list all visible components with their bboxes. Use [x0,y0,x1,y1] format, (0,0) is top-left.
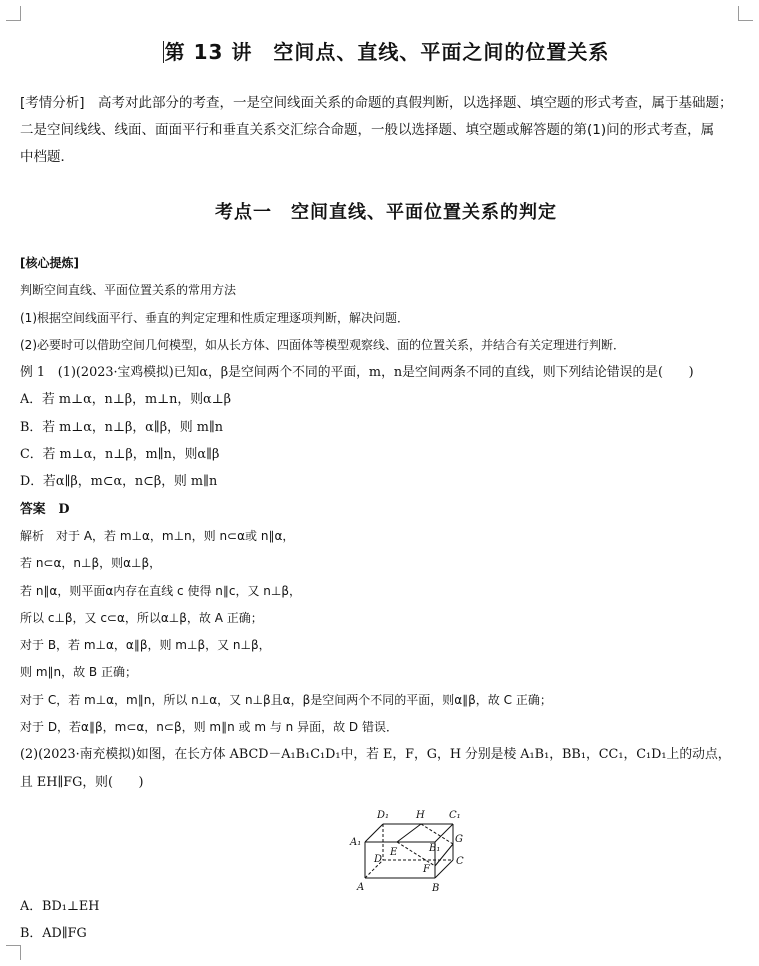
core-method-1: (1)根据空间线面平行、垂直的判定定理和性质定理逐项判断，解决问题． [20,310,410,325]
label-a1: A₁ [350,837,362,848]
core-method-2: (2)必要时可以借助空间几何模型，如从长方体、四面体等模型观察线、面的位置关系，并结合有关定理进行判断． [20,337,626,352]
core-intro: 判断空间直线、平面位置关系的常用方法 [20,283,237,298]
solution-line: 对于 B，若 m⊥α，α∥β，则 m⊥β，又 n⊥β， [20,638,271,653]
solution-line: 所以 c⊥β，又 c⊂α，所以α⊥β，故 A 正确； [20,610,263,625]
segment-hg-hidden [421,824,453,844]
label-c: C [456,856,464,867]
option-b: B．AD∥FG [20,926,87,942]
answer-line: 答案 D [20,501,70,517]
problem-2-options [20,893,755,948]
section-title: 考点一 空间直线、平面位置关系的判定 [215,202,557,223]
solution-line: 若 n∥α，则平面α内存在直线 c 使得 n∥c，又 n⊥β， [20,583,302,598]
option-b: B．若 m⊥α，n⊥β，α∥β，则 m∥n [20,419,224,435]
label-g: G [455,834,463,845]
solution-line: 解析 对于 A，若 m⊥α，m⊥n，则 n⊂α或 n∥α， [20,528,295,543]
analysis-line: 中档题． [20,149,74,165]
core-heading: [核心提炼] [20,256,79,270]
label-b: B [432,883,440,894]
corner-mark-top-left [6,6,21,21]
option-d: D．若α∥β，m⊂α，n⊂β，则 m∥n [20,474,218,490]
option-a: A．若 m⊥α，n⊥β，m⊥n，则α⊥β [20,392,232,408]
solution-line: 对于 C，若 m⊥α，m∥n，所以 n⊥α，又 n⊥β且α，β是空间两个不同的平面，则α∥β，故 C 正确； [20,692,552,707]
problem-2-stem: (2)(2023·南充模拟)如图，在长方体 ABCD－A₁B₁C₁D₁中，若 E，F，G，H 分别是棱 A₁B₁，BB₁，CC₁，C₁D₁上的动点， [20,747,731,763]
cuboid-figure [345,800,475,895]
label-b1: B₁ [429,843,441,854]
segment-eh [397,824,421,842]
corner-mark-top-right [738,6,753,21]
option-a: A．BD₁⊥EH [20,899,100,914]
label-e: E [390,847,398,858]
label-c1: C₁ [449,810,461,821]
solution-line: 对于 D，若α∥β，m⊂α，n⊂β，则 m∥n 或 m 与 n 异面，故 D 错误． [20,720,398,735]
analysis-line: [考情分析] 高考对此部分的考查，一是空间线面关系的命题的真假判断，以选择题、填空题的形式考查，属于基础题； [20,95,733,111]
edge-a1d1 [365,824,383,842]
content-body [20,250,755,796]
label-a: A [357,882,365,893]
text-cursor [163,41,164,63]
corner-mark-bottom-left [6,945,21,960]
lesson-title: 第 13 讲 空间点、直线、平面之间的位置关系 [164,40,610,64]
solution-line: 则 m∥n，故 B 正确； [20,665,137,680]
problem-2-stem-cont: 且 EH∥FG，则( ) [20,774,144,790]
analysis-line: 二是空间线线、线面、面面平行和垂直关系交汇综合命题，一般以选择题、填空题或解答题的第(1)问的形式考查，属 [20,122,715,138]
example-stem: 例 1 (1)(2023·宝鸡模拟)已知α，β是空间两个不同的平面，m，n是空间两条不同的直线，则下列结论错误的是( ) [20,365,694,381]
label-h: H [416,810,425,821]
edge-b1c1 [435,824,453,842]
label-d: D [374,854,383,865]
exam-analysis [20,90,752,171]
label-f: F [423,864,430,875]
label-d1: D₁ [377,810,390,821]
solution-line: 若 n⊂α，n⊥β，则α⊥β， [20,556,162,571]
option-c: C．若 m⊥α，n⊥β，m∥n，则α∥β [20,447,220,463]
cuboid-diagram [345,800,475,895]
